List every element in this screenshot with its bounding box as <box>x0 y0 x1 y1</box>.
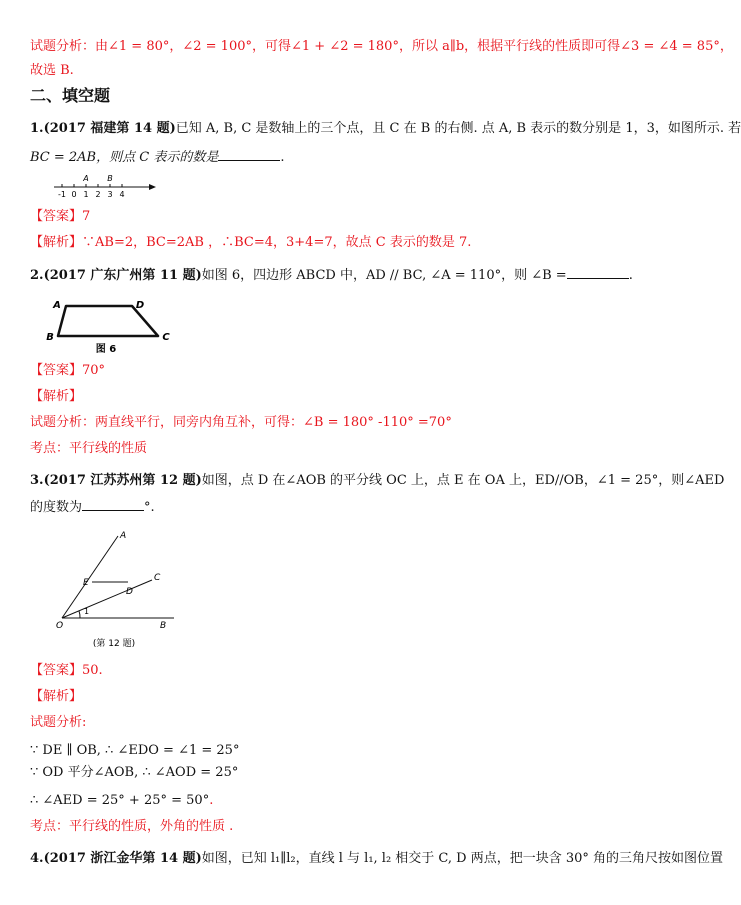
q3-step1: ∵ DE ∥ OB, ∴ ∠EDO = ∠1 = 25° <box>30 743 240 758</box>
q2-source: (2017 广东广州第 11 题) <box>43 268 202 283</box>
q3-answer <box>30 662 103 680</box>
q3-text1: 如图，点 D 在∠AOB 的平分线 OC 上，点 E 在 OA 上，ED//OB，∠1 = 25°，则∠AED <box>201 473 725 488</box>
q2-answer <box>30 362 105 380</box>
q2-text: 如图 6，四边形 ABCD 中，AD // BC, ∠A = 110°，则 ∠B = <box>201 268 567 283</box>
q4-source: (2017 浙江金华第 14 题) <box>43 851 202 866</box>
answer-label: 【答案】 <box>30 209 83 224</box>
q3-analysis-label: 【解析】 <box>30 689 83 704</box>
point-e-label: E <box>83 578 89 588</box>
angle-1-arc <box>79 611 80 618</box>
q3-step2: ∵ OD 平分∠AOB, ∴ ∠AOD = 25° <box>30 765 239 780</box>
q3-text2-end: °. <box>144 500 155 515</box>
q2-trapezoid-figure <box>44 296 174 358</box>
q1-answer <box>30 208 90 226</box>
q2-text-end: . <box>628 268 633 283</box>
angle-1-label: 1 <box>84 607 90 616</box>
answer-label: 【答案】 <box>30 663 83 678</box>
answer-value: 7 <box>82 209 91 224</box>
vertex-c-label: C <box>162 332 170 343</box>
tick-label: 1 <box>83 190 89 199</box>
q4-text: 如图，已知 l₁∥l₂，直线 l 与 l₁, l₂ 相交于 C, D 两点，把一块含 30° 角的三角尺按如图位置 <box>201 851 724 866</box>
q3-step3-end: . <box>209 793 214 808</box>
vertex-d-label: D <box>135 300 145 311</box>
intro-analysis-line1: 试题分析：由∠1 = 80°，∠2 = 100°，可得∠1 + ∠2 = 180°，所以 a∥b，根据平行线的性质即可得∠3 = ∠4 = 85°， <box>30 39 733 54</box>
q1-stem-line1 <box>30 120 741 138</box>
q3-analysis-title: 试题分析: <box>30 715 87 730</box>
q1-stem-line2 <box>30 148 284 167</box>
q1-source: (2017 福建第 14 题) <box>43 121 176 136</box>
tick-label: 0 <box>71 190 77 199</box>
q2-knowledge-point: 考点：平行线的性质 <box>30 441 148 456</box>
q3-angle-figure <box>52 528 192 652</box>
q2-analysis-text: 试题分析：两直线平行，同旁内角互补，可得：∠B = 180° -110° =70° <box>30 415 452 430</box>
q3-knowledge-point: 考点：平行线的性质，外角的性质 . <box>30 819 234 834</box>
point-o-label: O <box>56 621 64 631</box>
q1-number-line-figure <box>52 172 162 202</box>
point-b-label: B <box>107 174 113 183</box>
point-a-label: A <box>120 531 127 541</box>
vertex-a-label: A <box>53 300 61 311</box>
q2-stem <box>30 266 633 285</box>
q1-text1: 已知 A, B, C 是数轴上的三个点，且 C 在 B 的右侧. 点 A, B 表示的数分别是 1，3，如图所示. 若 <box>175 121 741 136</box>
q3-step3 <box>30 792 213 810</box>
section-title: 二、填空题 <box>30 86 111 105</box>
q3-text2: 的度数为 <box>30 500 83 515</box>
q1-analysis <box>30 234 471 252</box>
q2-blank <box>567 266 629 279</box>
analysis-label: 【解析】 <box>30 235 83 250</box>
number-line-arrow-icon <box>149 184 156 190</box>
figure-caption: (第 12 题) <box>92 639 136 649</box>
answer-value: 70° <box>82 363 106 378</box>
q3-source: (2017 江苏苏州第 12 题) <box>43 473 202 488</box>
q1-text2: BC = 2AB，则点 C 表示的数是 <box>30 150 219 165</box>
tick-label: -1 <box>58 190 66 199</box>
point-d-label: D <box>126 587 133 597</box>
q1-text2-end: . <box>280 150 285 165</box>
q3-stem-line2 <box>30 498 155 517</box>
q3-stem-line1 <box>30 472 724 490</box>
point-c-label: C <box>154 573 161 583</box>
q1-number: 1. <box>30 121 44 136</box>
q3-number: 3. <box>30 473 44 488</box>
q2-number: 2. <box>30 268 44 283</box>
q3-blank <box>82 498 144 511</box>
figure-caption: 图 6 <box>95 344 117 355</box>
vertex-b-label: B <box>46 332 54 343</box>
q2-analysis-label: 【解析】 <box>30 389 83 404</box>
tick-label: 2 <box>95 190 101 199</box>
q1-blank <box>218 148 280 161</box>
point-a-label: A <box>83 174 89 183</box>
analysis-text: ∵AB=2，BC=2AB ，∴BC=4，3+4=7，故点 C 表示的数是 7. <box>82 235 472 250</box>
answer-label: 【答案】 <box>30 363 83 378</box>
answer-value: 50. <box>82 663 103 678</box>
tick-label: 3 <box>107 190 113 199</box>
q4-stem <box>30 850 723 868</box>
tick-label: 4 <box>119 190 125 199</box>
intro-analysis-line2: 故选 B. <box>30 63 74 78</box>
point-b-label: B <box>160 621 167 631</box>
q4-number: 4. <box>30 851 44 866</box>
q3-step3-text: ∴ ∠AED = 25° + 25° = 50° <box>30 793 210 808</box>
